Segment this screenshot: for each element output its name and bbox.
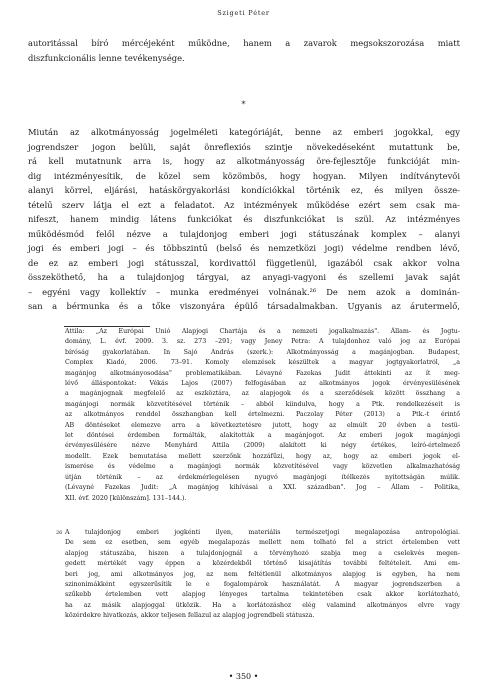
footnote-line: modellt. Ezek bemutatása mellett szerzőnk hozzáfűzi, hogy az, hogy az emberi jogok el-: [65, 452, 460, 460]
text-line: – egyéni vagy kollektív – munka eredményei volnának.²⁶ De nem azok a dominán-: [28, 286, 460, 297]
text-line: alanyi körrel, eljárási, hatáskörgyakorlási kondíciókkal történik ez, és milyen össze-: [28, 185, 460, 195]
running-head: Szigeti Péter: [217, 9, 270, 17]
footnote-line: ismerése és védelme a magánjogi normák közvetítésével vagy közvetlen alkalmazhatóság: [65, 463, 460, 471]
footnote-line: közérdekre hivatkozás, akkor teljesen fellazul az alapjog jogrendbeli státusza.: [65, 612, 315, 620]
footnote-line: Complex Kiadó, 2006. 73–91. Komoly elemzések készültek a magyar jogtgyakorlatról, „a: [65, 359, 460, 367]
top-paragraph: [28, 36, 460, 65]
text-line: tételű szerv látja el ezt a feladatot. Az intézmények működése ezért sem csak ma-: [28, 199, 460, 210]
footnote-line: De sem ez esetben, sem egyéb megalapozás mellett nem tolható fel a strict értelemben vett: [65, 539, 460, 547]
footnote-line: gedett mértékét vagy éppen a közérdekből történő kisajátítás további feltételeit. Ami em-: [65, 560, 460, 568]
footnote-line: az alkotmányos renddel összhangban kell értelmezni. Paczolay Péter (2013) a Ptk.-t érintő: [65, 411, 460, 419]
footnote-line: A tulajdonjog emberi jogkénti ilyen, materiális természetjogi megalapozása antropológiai.: [65, 529, 460, 536]
footnote-line: beri jog, ami alkotmányos jog, az nem feltétlenül alkotmányos alapjog is egyben, ha nem: [65, 570, 460, 578]
footnote-line: magánjog alkotmányosodása" problematikában. Lévayné Fazekas Judit áttekinti az ít meg-: [65, 369, 460, 377]
text-line: dig intézményesítik, de közel sem közömbös, hogy hogyan. Milyen indítványtevői: [28, 170, 460, 181]
text-line: működésmód felől nézve a tulajdonjog emberi jogi státuszának komplex – alanyi: [28, 228, 460, 239]
text-line: nifeszt, hanem mindig látens funkciókat és diszfunkciókat is szül. Az intézményes: [28, 214, 460, 224]
section-separator: *: [241, 100, 246, 109]
footnote-line: Attila: „Az Európai Unió Alapjogi Chartája és a nemzeti jogalkalmazás". Állam- és Jogtu-: [65, 328, 460, 335]
footnote-line: útján történik – az érdekmérlegelésen nyugvó magánjogi ítélkezés nyitottságán múlik.: [65, 473, 460, 481]
footnote-line: a magánjognak megfelelő az eszköztára, az alapjogok és a szerződések között összhang a: [65, 390, 460, 398]
text-line: diszfunkcionális lenne tevékenysége.: [28, 52, 185, 63]
text-line: autoritással bíró mércéjeként működne, hanem a zavarok megsokszorozása miatt: [28, 38, 460, 48]
footnote-line: AB döntéseket elemezve arra a következtetésre jutott, hogy az elmúlt 20 évben a testü-: [65, 421, 460, 429]
text-line: san a bérmunka és a tőke viszonyára épülő társadalmakban. Ugyanis az árutermelő,: [28, 301, 460, 311]
text-line: összeköthető, ha a tulajdonjog tárgyai, az anyagi-vagyoni és szellemi javak saját: [28, 272, 460, 282]
text-line: rá kell mutatnunk arra is, hogy az alkotmányosság öre-fejlesztője funkcióját min-: [28, 156, 460, 166]
footnote-line: érvényesülésére nézve Menyhárd Attila (2009) alakított ki négy értékes, leíró-értelmező: [65, 442, 460, 450]
text-line: Miután az alkotmányosság jogelméleti kategóriáját, benne az emberi jogokkal, egy: [28, 127, 460, 137]
footnote-line: lévő álláspontokat: Vékás Lajos (2007) felfogásában az alkotmányos jogok érvényesülésének: [65, 380, 460, 388]
main-paragraph: [28, 125, 460, 314]
footnote-continued: [28, 327, 460, 504]
footnote-number: 26: [56, 530, 63, 536]
footnote-line: XII. évf. 2020 [különszám]. 131–144.).: [65, 494, 187, 502]
footnote-26: [28, 528, 460, 622]
footnote-line: alapjog státuszába, hiszen a tulajdonjognál a törvényhozó szabja meg a cselekvés megen-: [65, 549, 460, 557]
text-line: de ez az emberi jogi státusszal, kordivattól függetlenül, igazából csak akkor volna: [28, 257, 460, 268]
text-line: jogrendszer jogon belüli, saját önreflexiós szintje növekedéseként mutattunk be,: [28, 141, 460, 152]
footnote-line: szűkebb értelemben vett alapjog lényeges tartalma tekintetében csak akkor korlátozható,: [65, 591, 460, 599]
footnote-line: (Lévayné Fazekas Judit: „A magánjog kihívásai a XXI. században". Jog – Állam – Politika,: [65, 484, 460, 492]
text-line: jogi és emberi jogi – és többszintű (belső és nemzetközi jogi) védelme rendben lévő,: [28, 243, 460, 253]
footnote-line: szinonimákként egyszerűsítik le e fogalompárok használatát. A magyar jogrendszerben a: [65, 581, 460, 589]
footnote-line: domány, L. évf. 2009. 3. sz. 273 –291; vagy Jeney Petra: A tulajdonhoz való jog az Európai: [65, 338, 460, 346]
page-number: • 350 •: [228, 672, 259, 681]
footnote-line: let döntései érdemben formálták, alakították a magánjogot. Az emberi jogok magánjogi: [65, 432, 460, 440]
footnote-line: bíróság gyakorlatában. In Sajó András (szerk.): Alkotmányosság a magánjogban. Budapest,: [65, 348, 460, 356]
footnote-line: magánjogi normák közvetítésével történik – abból kiindulva, hogy a Ptk. rendelkezéseit is: [65, 400, 460, 408]
footnote-line: ha az másik alapjoggal ütközik. Ha a korlátozáshoz elég valamind alkotmányos elvre vagy: [65, 601, 460, 609]
